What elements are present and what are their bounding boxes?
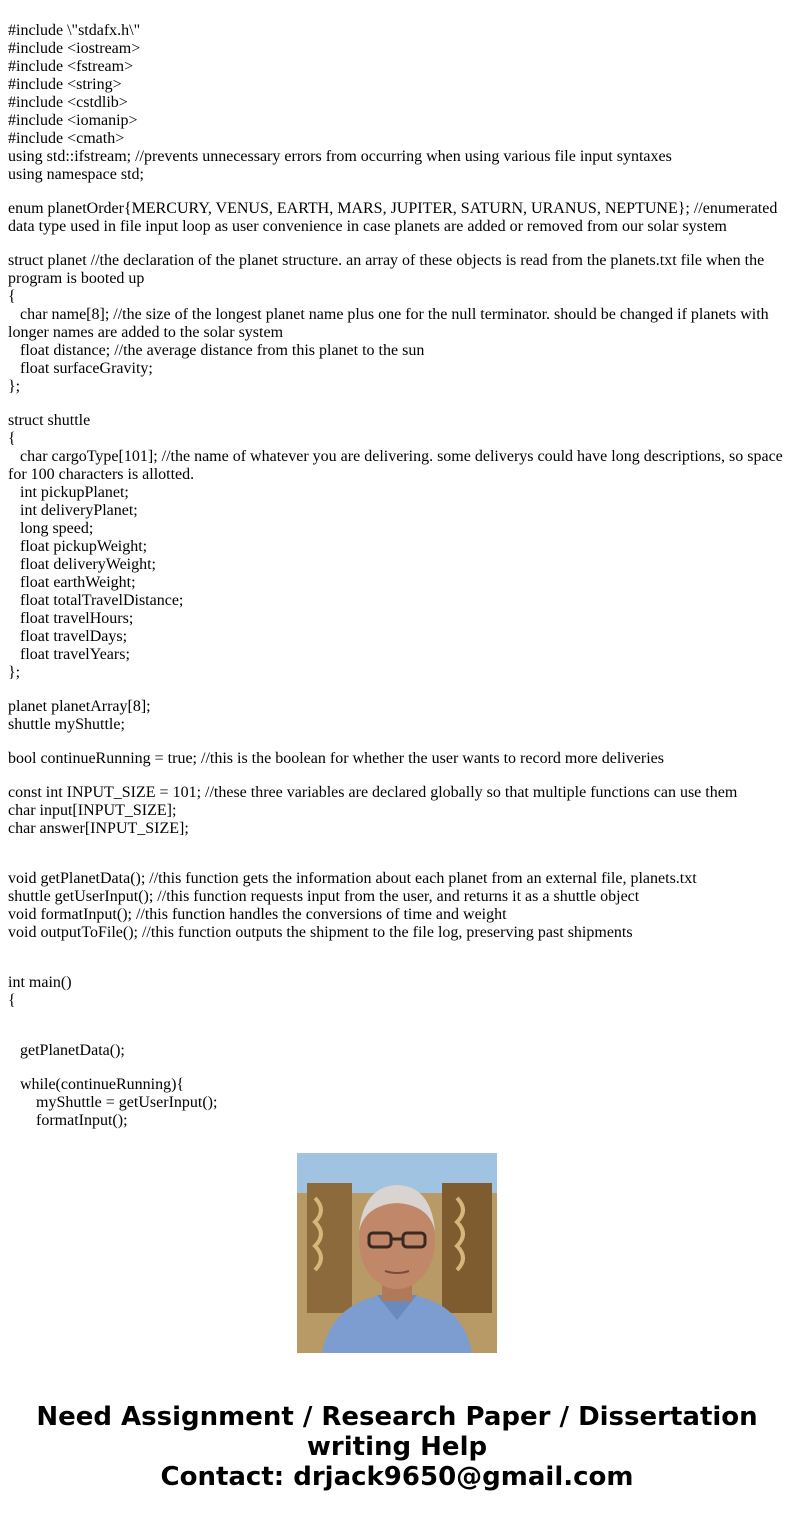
code-line: #include <iostream> <box>8 40 141 57</box>
code-line <box>8 1060 788 1076</box>
code-line: using namespace std; <box>8 166 144 183</box>
code-line: #include <string> <box>8 76 122 93</box>
code-line <box>8 768 788 784</box>
banner-line-1: Need Assignment / Research Paper / Dissertation <box>36 1402 758 1432</box>
code-line <box>8 958 788 974</box>
banner-contact-email: Contact: drjack9650@gmail.com <box>160 1462 634 1492</box>
code-line: enum planetOrder{MERCURY, VENUS, EARTH, MARS, JUPITER, SATURN, URANUS, NEPTUNE}; //enumerated data type used in file input loop as user convenience in case planets are added or removed from our solar system <box>8 200 782 235</box>
code-line: while(continueRunning){ <box>8 1076 185 1093</box>
code-line: shuttle myShuttle; <box>8 716 125 733</box>
code-line: shuttle getUserInput(); //this function requests input from the user, and returns it as a shuttle object <box>8 888 640 905</box>
code-line: #include <cstdlib> <box>8 94 128 111</box>
code-line: getPlanetData(); <box>8 1042 125 1059</box>
code-line: float totalTravelDistance; <box>8 592 184 609</box>
code-line <box>8 396 788 412</box>
code-line: float travelHours; <box>8 610 134 627</box>
code-line: planet planetArray[8]; <box>8 698 151 715</box>
code-line: float travelDays; <box>8 628 128 645</box>
code-line: int main() <box>8 974 72 991</box>
code-line: int deliveryPlanet; <box>8 502 138 519</box>
code-line: float travelYears; <box>8 646 130 663</box>
code-line: int pickupPlanet; <box>8 484 129 501</box>
code-line: #include <fstream> <box>8 58 134 75</box>
code-line: float surfaceGravity; <box>8 360 153 377</box>
author-avatar <box>297 1153 497 1353</box>
code-line: #include <iomanip> <box>8 112 138 129</box>
code-line: }; <box>8 664 21 681</box>
code-line: struct shuttle <box>8 412 91 429</box>
code-line: float pickupWeight; <box>8 538 148 555</box>
contact-banner <box>0 1402 794 1492</box>
code-line <box>8 854 788 870</box>
banner-line-2: writing Help <box>306 1432 488 1462</box>
code-line: char name[8]; //the size of the longest planet name plus one for the null terminator. should be changed if planets with longer names are added to the solar system <box>8 306 773 341</box>
code-line: { <box>8 992 16 1009</box>
code-line: char answer[INPUT_SIZE]; <box>8 820 189 837</box>
code-line: char cargoType[101]; //the name of whatever you are delivering. some deliverys could have long descriptions, so space for 100 characters is allotted. <box>8 448 787 483</box>
code-line: void getPlanetData(); //this function gets the information about each planet from an external file, planets.txt <box>8 870 697 887</box>
code-line: const int INPUT_SIZE = 101; //these three variables are declared globally so that multiple functions can use them <box>8 784 738 801</box>
code-line <box>8 1010 788 1026</box>
code-line: }; <box>8 378 21 395</box>
code-line <box>8 184 788 200</box>
code-line: myShuttle = getUserInput(); <box>8 1094 218 1111</box>
code-line <box>8 1026 788 1042</box>
code-line <box>8 838 788 854</box>
code-line: struct planet //the declaration of the planet structure. an array of these objects is read from the planets.txt file when the program is booted up <box>8 252 769 287</box>
code-line: #include \"stdafx.h\" <box>8 22 141 39</box>
code-line: { <box>8 288 16 305</box>
code-line: float distance; //the average distance from this planet to the sun <box>8 342 425 359</box>
code-line: float deliveryWeight; <box>8 556 156 573</box>
code-listing <box>8 22 788 1129</box>
code-line: using std::ifstream; //prevents unnecessary errors from occurring when using various file input syntaxes <box>8 148 672 165</box>
code-line <box>8 236 788 252</box>
code-line: #include <cmath> <box>8 130 125 147</box>
code-line <box>8 734 788 750</box>
code-line <box>8 682 788 698</box>
code-line: float earthWeight; <box>8 574 136 591</box>
code-line: formatInput(); <box>8 1112 128 1129</box>
person-portrait-icon <box>297 1153 497 1353</box>
code-line <box>8 942 788 958</box>
code-line: bool continueRunning = true; //this is the boolean for whether the user wants to record more deliveries <box>8 750 664 767</box>
code-line: void formatInput(); //this function handles the conversions of time and weight <box>8 906 507 923</box>
code-line: long speed; <box>8 520 94 537</box>
code-line: void outputToFile(); //this function outputs the shipment to the file log, preserving past shipments <box>8 924 633 941</box>
code-line: char input[INPUT_SIZE]; <box>8 802 177 819</box>
code-line: { <box>8 430 16 447</box>
